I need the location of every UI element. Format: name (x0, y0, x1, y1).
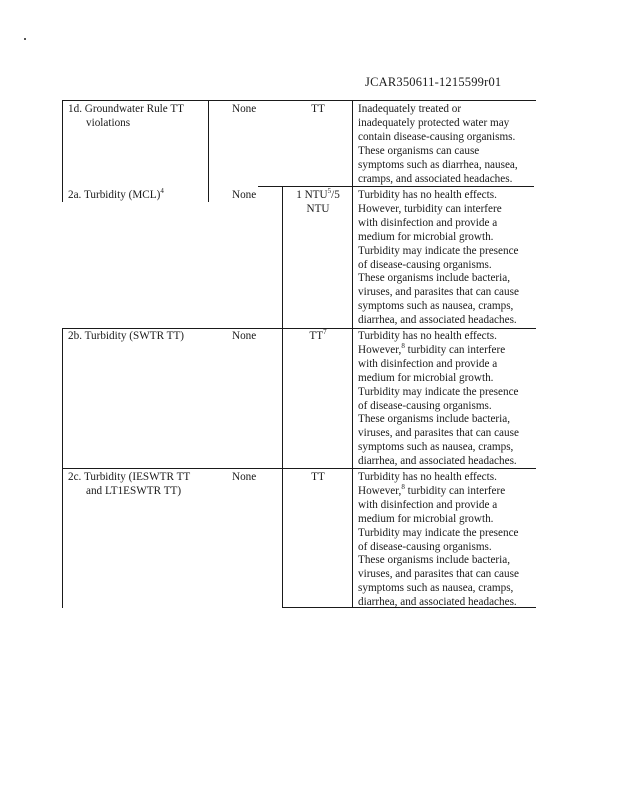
document-id: JCAR350611-1215599r01 (365, 75, 502, 89)
row-1d-left-border (62, 100, 63, 202)
row-2c-health-effects: Turbidity has no health effects. However,$^8$ turbidity can interfere with disinfection and provide a medium for microbial growth. Turbidity may indicate the presence of disease-causing organisms. These organisms include bacteria, viruses, and parasites that can cause symptoms such as nausea, cramps, diarrhea, and associated headaches. (358, 471, 519, 609)
row-2c-mclg: None (232, 471, 257, 483)
row-1d-col-divider (208, 100, 209, 202)
row-2b-mcl: $TT^7$ (309, 328, 327, 342)
row-1d-contaminant: 1d. Groundwater Rule TT violations (68, 103, 184, 129)
row-2a-health-effects: Turbidity has no health effects. However, turbidity can interfere with disinfection and provide a medium for microbial growth. Turbidity may indicate the presence of disease-causing organisms. These organisms include bacteria, viruses, and parasites that can cause symptoms such as nausea, cramps, diarrhea, and associated headaches. (358, 189, 519, 327)
row-2b-contaminant: 2b. Turbidity (SWTR TT) (68, 330, 185, 342)
row-1d-mcl: TT (311, 103, 325, 115)
row-2a-mcl: 1 NTU$^5$/5 NTU (296, 187, 340, 215)
row-1d-health-effects: Inadequately treated or inadequately protected water may contain disease-causing organisms. These organisms can cause symptoms such as diarrhea, nausea, cramps, and associated headaches. (358, 103, 518, 185)
scan-speck (24, 38, 26, 40)
effect-col-divider (352, 186, 353, 608)
row-2a-bottom-rule (62, 328, 536, 329)
row-2a-mclg: None (232, 189, 257, 201)
row-1d-effect-divider (352, 100, 353, 186)
row-2b-health-effects: Turbidity has no health effects. However,$^8$ turbidity can interfere with disinfection and provide a medium for microbial growth. Turbidity may indicate the presence of disease-causing organisms. These organisms include bacteria, viruses, and parasites that can cause symptoms such as nausea, cramps, diarrhea, and associated headaches. (358, 330, 519, 468)
row-2a-contaminant: 2a. Turbidity (MCL)$^4$ (68, 187, 164, 201)
mcl-col-divider (282, 186, 283, 608)
table-top-rule (62, 100, 536, 101)
row-2c-mcl: TT (311, 471, 325, 483)
row-2b-mclg: None (232, 330, 257, 342)
row-2c-contaminant: 2c. Turbidity (IESWTR TT and LT1ESWTR TT) (68, 471, 191, 497)
row-1d-mclg: None (232, 103, 257, 115)
